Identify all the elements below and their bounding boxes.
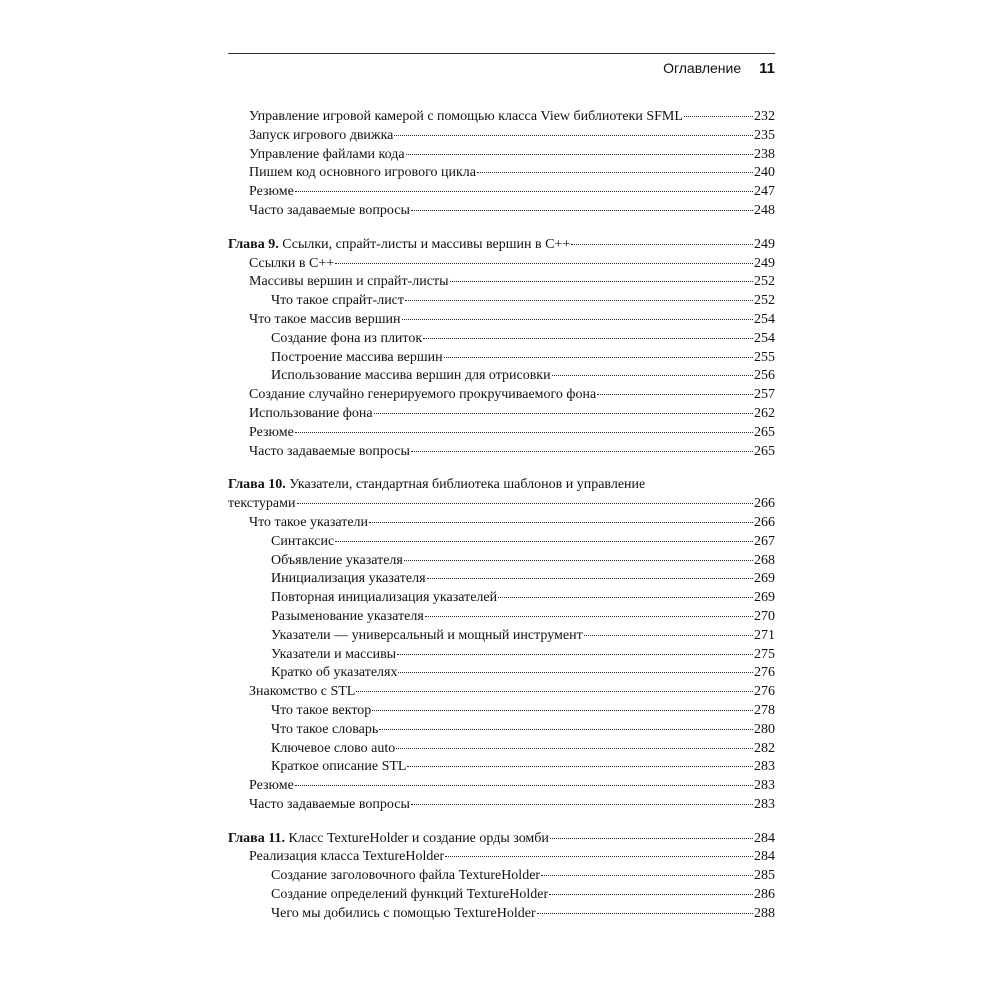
entry-text: Резюме [249, 424, 294, 440]
dot-leader [411, 210, 753, 211]
entry-page-number: 265 [754, 443, 775, 459]
entry-label [249, 311, 401, 330]
entry-page-number: 240 [754, 165, 775, 181]
entry-text: Кратко об указателях [271, 665, 398, 681]
entry-text: Синтаксис [271, 533, 335, 549]
entry-label [271, 589, 497, 608]
dot-leader [295, 785, 753, 786]
entry-label [249, 255, 334, 274]
entry-text: Создание заголовочного файла TextureHolder [271, 868, 541, 884]
toc-entry [228, 758, 775, 777]
entry-label [271, 367, 551, 386]
entry-text: Что такое вектор [271, 702, 372, 718]
dot-leader [369, 522, 753, 523]
entry-label [249, 183, 294, 202]
entry-label [271, 702, 371, 721]
toc-entry [228, 367, 775, 386]
entry-label [249, 443, 410, 462]
entry-text: Часто задаваемые вопросы [249, 796, 410, 812]
chapter-prefix: Глава 10. [228, 477, 286, 493]
entry-page-number: 256 [754, 368, 775, 384]
dot-leader [549, 894, 753, 895]
toc-entry [228, 311, 775, 330]
entry-page-number: 280 [754, 721, 775, 737]
toc-entry [228, 646, 775, 665]
dot-leader [411, 451, 753, 452]
entry-page-number: 283 [754, 796, 775, 812]
toc-entry [228, 886, 775, 905]
chapter-heading [228, 236, 775, 255]
chapter-prefix: Глава 9. [228, 236, 279, 252]
dot-leader [396, 748, 753, 749]
entry-label [271, 867, 540, 886]
entry-text: Использование фона [249, 405, 373, 421]
entry-page-number: 270 [754, 608, 775, 624]
dot-leader [372, 710, 753, 711]
dot-leader [552, 375, 753, 376]
dot-leader [404, 560, 753, 561]
entry-page-number: 262 [754, 405, 775, 421]
dot-leader [423, 338, 753, 339]
entry-page-number: 267 [754, 533, 775, 549]
entry-label [228, 495, 296, 514]
entry-page-number: 284 [754, 849, 775, 865]
entry-label [271, 721, 378, 740]
entry-page-number: 278 [754, 702, 775, 718]
entry-text: Ссылки в С++ [249, 255, 335, 271]
entry-text: Создание фона из плиток [271, 330, 423, 346]
entry-page-number: 249 [754, 236, 775, 252]
dot-leader [402, 319, 753, 320]
entry-text: Управление файлами кода [249, 146, 405, 162]
toc-entry [228, 702, 775, 721]
chapter-heading [228, 476, 775, 495]
entry-text: Построение массива вершин [271, 349, 443, 365]
entry-label [271, 740, 395, 759]
dot-leader [444, 357, 753, 358]
dot-leader [550, 838, 753, 839]
entry-label [249, 848, 444, 867]
entry-text: Указатели и массивы [271, 646, 397, 662]
entry-page-number: 232 [754, 109, 775, 124]
entry-page-number: 269 [754, 590, 775, 606]
toc-entry [228, 552, 775, 571]
dot-leader [335, 541, 753, 542]
toc-entry [228, 273, 775, 292]
entry-text: Создание случайно генерируемого прокручиваемого фона [249, 387, 597, 403]
toc-entry [228, 424, 775, 443]
entry-label [249, 514, 368, 533]
entry-page-number: 276 [754, 665, 775, 681]
entry-text: Знакомство с STL [249, 684, 356, 700]
entry-label [271, 627, 583, 646]
toc-entry [228, 570, 775, 589]
entry-text: Пишем код основного игрового цикла [249, 165, 476, 181]
entry-text: Управление игровой камерой с помощью класса View библиотеки SFML [249, 109, 683, 124]
entry-text: Что такое указатели [249, 514, 369, 530]
book-page [228, 0, 775, 1000]
entry-page-number: 266 [754, 496, 775, 512]
entry-text: Реализация класса TextureHolder [249, 849, 445, 865]
entry-page-number: 254 [754, 330, 775, 346]
toc-entry [228, 740, 775, 759]
entry-text: Создание определений функций TextureHolder [271, 887, 549, 903]
entry-page-number: 286 [754, 887, 775, 903]
dot-leader [295, 432, 753, 433]
toc-entry [228, 533, 775, 552]
entry-page-number: 269 [754, 571, 775, 587]
entry-page-number: 275 [754, 646, 775, 662]
dot-leader [425, 616, 753, 617]
dot-leader [335, 263, 753, 264]
entry-label [271, 758, 406, 777]
toc-entry [228, 443, 775, 462]
entry-text: Часто задаваемые вопросы [249, 202, 410, 218]
entry-label [249, 424, 294, 443]
toc-entry [228, 777, 775, 796]
entry-label [249, 683, 355, 702]
toc-entry [228, 627, 775, 646]
chapter-title-continued: текстурами [228, 496, 296, 512]
dot-leader [597, 394, 753, 395]
dot-leader [450, 281, 753, 282]
toc-entry [228, 164, 775, 183]
entry-page-number: 252 [754, 293, 775, 309]
chapter-spacer [228, 815, 775, 830]
dot-leader [398, 672, 753, 673]
entry-text: Ключевое слово auto [271, 740, 396, 756]
chapter-prefix: Глава 11. [228, 830, 285, 846]
entry-page-number: 271 [754, 627, 775, 643]
entry-page-number: 238 [754, 146, 775, 162]
entry-label [249, 146, 405, 165]
running-head [663, 60, 775, 80]
dot-leader [394, 135, 753, 136]
entry-label [271, 646, 396, 665]
entry-text: Часто задаваемые вопросы [249, 443, 410, 459]
entry-page-number: 276 [754, 684, 775, 700]
entry-text: Резюме [249, 778, 294, 794]
entry-label [271, 349, 443, 368]
toc-entry [228, 514, 775, 533]
entry-label [271, 664, 397, 683]
dot-leader [684, 116, 753, 117]
entry-label [228, 830, 549, 849]
entry-label [249, 164, 476, 183]
toc-entry [228, 349, 775, 368]
entry-label [271, 552, 403, 571]
dot-leader [445, 856, 753, 857]
chapter-heading-row [228, 495, 775, 514]
toc-entry [228, 405, 775, 424]
entry-page-number: 254 [754, 311, 775, 327]
entry-text: Чего мы добились с помощью TextureHolder [271, 905, 536, 921]
dot-leader [356, 691, 753, 692]
entry-page-number: 255 [754, 349, 775, 365]
entry-page-number: 285 [754, 868, 775, 884]
dot-leader [584, 635, 753, 636]
chapter-title: Ссылки, спрайт-листы и массивы вершин в С++ [282, 236, 571, 252]
dot-leader [297, 503, 754, 504]
entry-label [249, 127, 393, 146]
entry-label [249, 108, 683, 127]
entry-label [271, 330, 422, 349]
entry-page-number: 252 [754, 274, 775, 290]
dot-leader [571, 244, 753, 245]
entry-text: Краткое описание STL [271, 759, 407, 775]
entry-label [271, 905, 536, 924]
toc-entry [228, 796, 775, 815]
toc-entry [228, 664, 775, 683]
chapter-title: Класс TextureHolder и создание орды зомби [288, 830, 549, 846]
dot-leader [498, 597, 753, 598]
running-head-title: Оглавление [663, 60, 742, 76]
chapter-heading [228, 830, 775, 849]
entry-label [249, 405, 373, 424]
entry-page-number: 249 [754, 255, 775, 271]
entry-page-number: 268 [754, 552, 775, 568]
dot-leader [406, 154, 753, 155]
toc-entry [228, 292, 775, 311]
toc-entry [228, 127, 775, 146]
entry-label [271, 608, 424, 627]
entry-label [249, 202, 410, 221]
entry-text: Запуск игрового движка [249, 127, 394, 143]
page-number: 11 [759, 60, 775, 77]
entry-text: Что такое словарь [271, 721, 379, 737]
dot-leader [374, 413, 753, 414]
entry-page-number: 284 [754, 830, 775, 846]
dot-leader [397, 654, 753, 655]
entry-label [271, 533, 334, 552]
entry-label [249, 777, 294, 796]
entry-text: Объявление указателя [271, 552, 403, 568]
toc-entry [228, 183, 775, 202]
entry-label [249, 386, 596, 405]
entry-label [271, 886, 548, 905]
dot-leader [477, 172, 753, 173]
entry-text: Резюме [249, 184, 294, 200]
entry-label [249, 273, 449, 292]
toc-entry [228, 589, 775, 608]
chapter-spacer [228, 461, 775, 476]
dot-leader [411, 804, 753, 805]
dot-leader [295, 191, 753, 192]
dot-leader [427, 578, 753, 579]
entry-text: Что такое массив вершин [249, 311, 401, 327]
entry-label [228, 236, 570, 255]
dot-leader [541, 875, 753, 876]
entry-page-number: 257 [754, 387, 775, 403]
entry-page-number: 248 [754, 202, 775, 218]
entry-label [271, 570, 426, 589]
entry-text: Массивы вершин и спрайт-листы [249, 274, 449, 290]
toc-entry [228, 202, 775, 221]
entry-text: Использование массива вершин для отрисовки [271, 368, 551, 384]
toc-entry [228, 108, 775, 127]
toc-entry [228, 721, 775, 740]
toc-entry [228, 386, 775, 405]
dot-leader [405, 300, 753, 301]
entry-page-number: 235 [754, 127, 775, 143]
dot-leader [379, 729, 753, 730]
toc-entry [228, 867, 775, 886]
entry-label [249, 796, 410, 815]
entry-page-number: 283 [754, 759, 775, 775]
toc-entry [228, 330, 775, 349]
toc-entry [228, 848, 775, 867]
entry-page-number: 283 [754, 778, 775, 794]
toc-entry [228, 683, 775, 702]
dot-leader [537, 913, 753, 914]
entry-text: Инициализация указателя [271, 571, 426, 587]
entry-text: Что такое спрайт-лист [271, 293, 405, 309]
entry-page-number: 282 [754, 740, 775, 756]
toc-entry [228, 146, 775, 165]
entry-text: Указатели — универсальный и мощный инструмент [271, 627, 583, 643]
entry-page-number: 247 [754, 184, 775, 200]
entry-text: Повторная инициализация указателей [271, 590, 498, 606]
entry-page-number: 265 [754, 424, 775, 440]
chapter-title: Указатели, стандартная библиотека шаблонов и управление [289, 477, 646, 493]
toc-entry [228, 905, 775, 924]
table-of-contents [228, 108, 775, 924]
toc-entry [228, 608, 775, 627]
dot-leader [407, 766, 753, 767]
toc-entry [228, 255, 775, 274]
entry-text: Разыменование указателя [271, 608, 424, 624]
entry-label [271, 292, 404, 311]
chapter-spacer [228, 221, 775, 236]
entry-page-number: 288 [754, 905, 775, 921]
entry-page-number: 266 [754, 514, 775, 530]
header-rule [228, 53, 775, 54]
